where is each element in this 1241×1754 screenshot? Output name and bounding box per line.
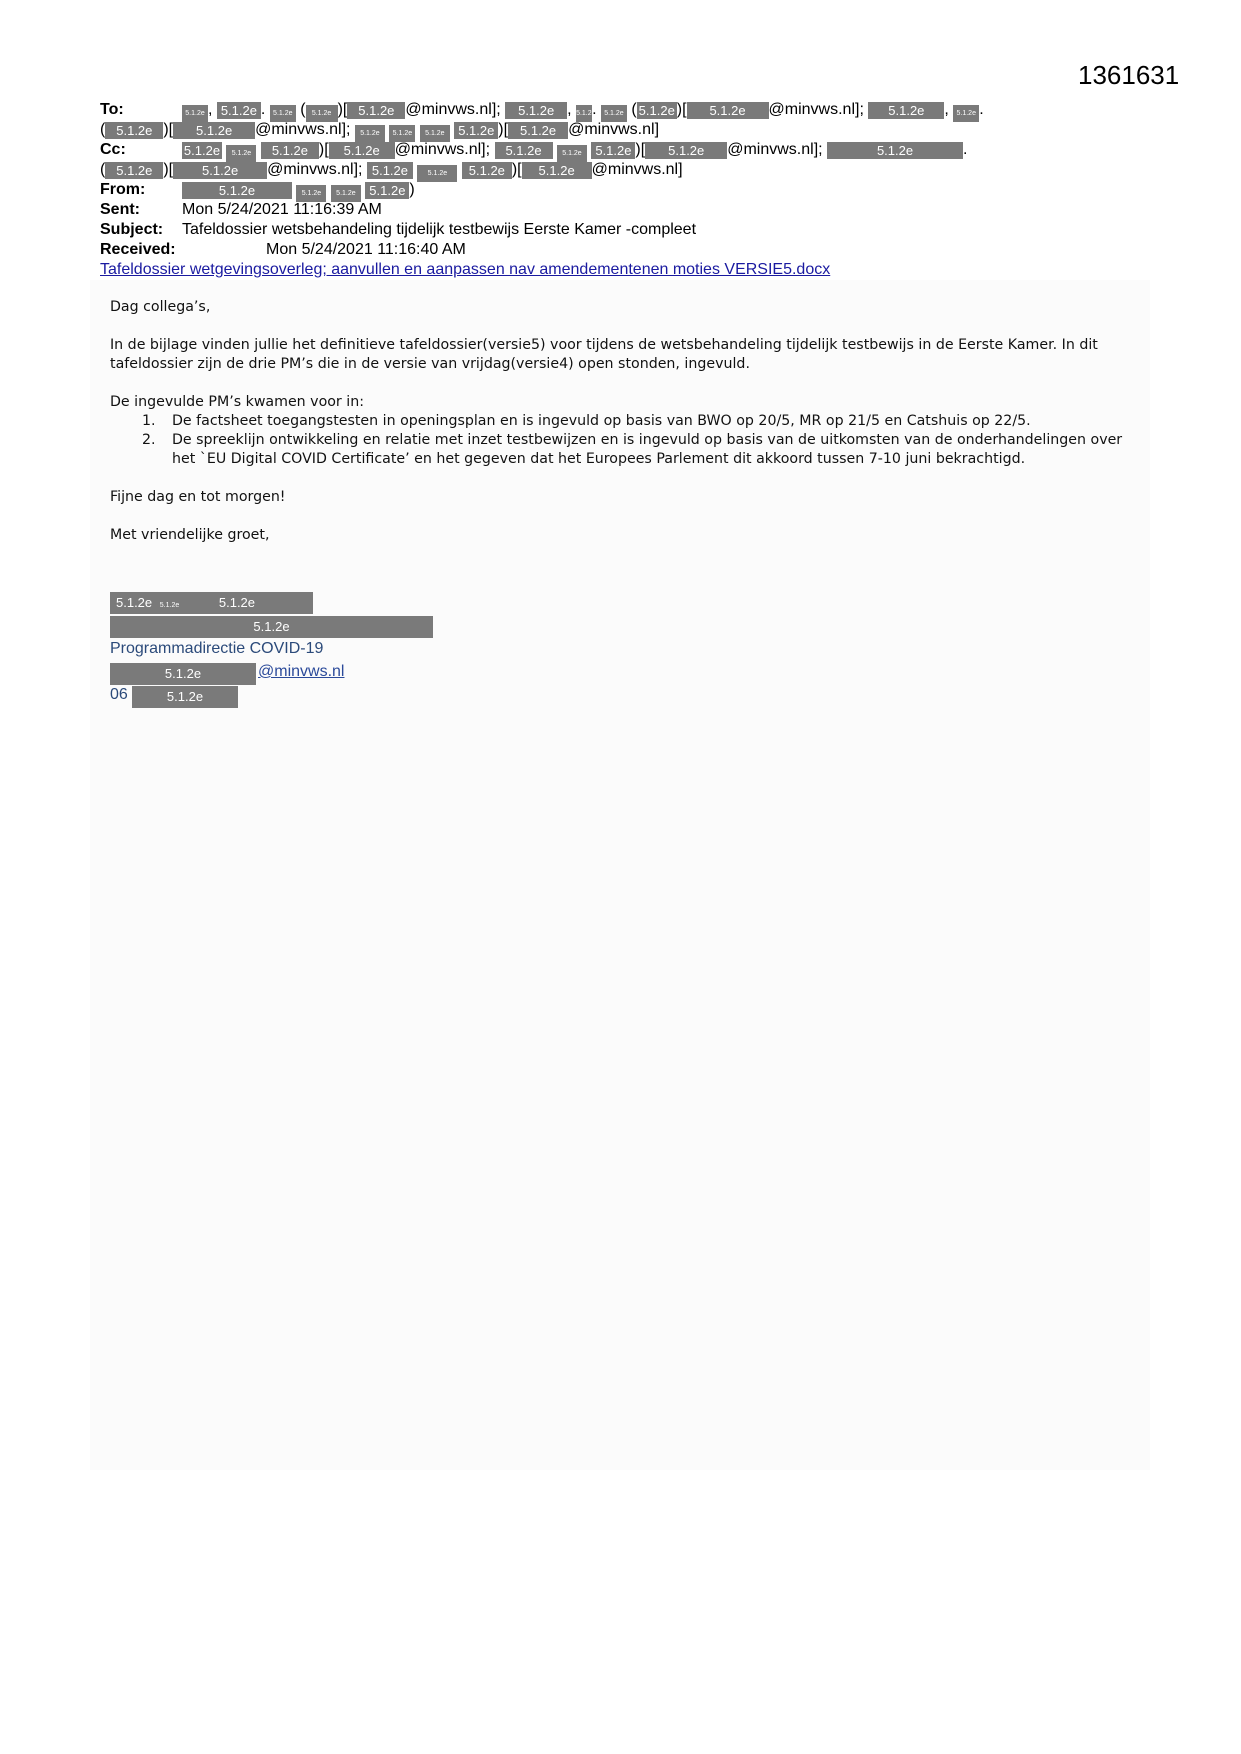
email-domain: @minvws.nl [727, 141, 814, 158]
redaction: 5.1.2e [508, 122, 568, 139]
subject-row [100, 220, 1120, 240]
redaction: 5.1.2e [462, 162, 512, 179]
redaction: 5.1.2e [355, 125, 385, 142]
redaction: 5.1.2e [953, 105, 979, 122]
email-domain: @minvws.nl [591, 161, 679, 178]
redaction: 5.1.2e [173, 122, 255, 139]
signature-title-redaction [110, 616, 433, 638]
subject-value: Tafeldossier wetsbehandeling tijdelijk testbewijs Eerste Kamer -compleet [182, 221, 697, 238]
redaction: 5.1.2e [159, 602, 180, 609]
redaction: 5.1.2e [116, 595, 153, 610]
list-number: 1. [142, 413, 156, 429]
redaction: 5.1.2e [253, 619, 290, 634]
list-item [110, 431, 1130, 469]
redaction: 5.1.2e [495, 142, 553, 159]
to-recipients: 5.1.2e , 5.1.2e . 5.1.2e ( 5.1.2e )[ 5.1.2e @minvws.nl]; 5.1.2e , 5.1.2e. 5.1.2e ( 5.1.2e )[ 5.1.2e @minvws.nl]; 5.1.2e , 5.1.2e . [182, 100, 984, 122]
redaction: 5.1.2e [417, 165, 457, 182]
redaction: 5.1.2e [218, 595, 256, 610]
redaction: 5.1.2e [827, 142, 963, 159]
list-text: De factsheet toegangstesten in openingsplan en is ingevuld op basis van BWO op 20/5, MR op 21/5 en Catshuis op 22/5. [172, 413, 1031, 429]
redaction: 5.1.2e [296, 185, 326, 202]
list-item [110, 412, 1130, 431]
greeting: Dag collega’s, [110, 299, 211, 315]
redaction: 5.1.2e [638, 103, 675, 118]
from-row [100, 180, 1120, 200]
closing-2: Met vriendelijke groet, [110, 527, 270, 543]
list-intro: De ingevulde PM’s kwamen voor in: [110, 394, 364, 410]
redaction: 5.1.2e [645, 142, 727, 159]
redaction: 5.1.2e [365, 182, 409, 199]
to-row-continued: ( 5.1.2e )[ 5.1.2e @minvws.nl]; 5.1.2e 5.1.2e 5.1.2e 5.1.2e )[ 5.1.2e @minvws.nl] [100, 120, 1120, 140]
received-label: Received: [100, 241, 176, 258]
sent-row [100, 200, 1120, 220]
redaction: 5.1.2e [347, 102, 405, 119]
redaction: 5.1.2e [331, 185, 361, 202]
redaction: 5.1.2e [105, 162, 163, 179]
email-domain: @minvws.nl [394, 141, 482, 158]
redaction: 5.1.2e [420, 125, 450, 142]
signature-email-link[interactable]: @minvws.nl [258, 663, 345, 680]
email-domain: @minvws.nl [405, 101, 492, 118]
redaction: 5.1.2e [173, 162, 267, 179]
list-text: De spreeklijn ontwikkeling en relatie met inzet testbewijzen en is ingevuld op basis van de uitkomsten van de onderhandelingen over het `EU Digital COVID Certificate’ en het gegeven dat het Europees Parlement dit akkoord tussen 7-10 juni bekrachtigd. [172, 432, 1123, 467]
redaction: 5.1.2e [367, 162, 413, 179]
redaction: 5.1.2e [217, 102, 261, 119]
cc-label: Cc: [100, 141, 126, 158]
pm-list [110, 412, 1130, 469]
redaction: 5.1.2e [687, 102, 769, 119]
redaction: 5.1.2e [166, 689, 204, 704]
cc-row-continued: ( 5.1.2e )[ 5.1.2e @minvws.nl]; 5.1.2e 5.1.2e 5.1.2e )[ 5.1.2e @minvws.nl] [100, 160, 1120, 180]
redaction: 5.1.2e [601, 105, 627, 122]
phone-prefix: 06 [110, 686, 128, 703]
closing-1: Fijne dag en tot morgen! [110, 489, 286, 505]
redaction: 5.1.2e [868, 102, 944, 119]
redaction: 5.1.2e [182, 105, 208, 122]
to-row [100, 100, 1120, 120]
redaction: 5.1.2e [389, 125, 415, 142]
redaction: 5.1.2e [226, 145, 256, 162]
sent-value: Mon 5/24/2021 11:16:39 AM [182, 201, 382, 218]
redaction: 5.1.2e [522, 162, 592, 179]
redaction: 5.1.2e [557, 145, 587, 162]
redaction: 5.1.2e [591, 142, 635, 159]
email-domain: @minvws.nl [255, 121, 342, 138]
redaction: 5.1.2e [576, 105, 592, 122]
paragraph-1: In de bijlage vinden jullie het definitieve tafeldossier(versie5) voor tijdens de wetsbehandeling tijdelijk testbewijs in de Eerste Kamer. In dit tafeldossier zijn de drie PM’s die in de versie van vrijdag(versie4) open stonden, ingevuld. [110, 337, 1098, 372]
signature-phone-redaction [132, 686, 238, 708]
cc-row [100, 140, 1120, 160]
email-domain: @minvws.nl [768, 101, 855, 118]
signature-email-redaction [110, 663, 256, 685]
signature-name-redaction [110, 592, 313, 614]
email-header [100, 100, 1120, 260]
redaction: 5.1.2e [182, 182, 292, 199]
redaction: 5.1.2e [261, 142, 319, 159]
received-row [100, 240, 1120, 260]
cc-recipients: 5.1.2e 5.1.2e 5.1.2e )[ 5.1.2e @minvws.nl]; 5.1.2e 5.1.2e 5.1.2e )[ 5.1.2e @minvws.nl]; 5.1.2e . [182, 140, 967, 162]
redaction: 5.1.2e [306, 105, 338, 122]
subject-label: Subject: [100, 221, 164, 238]
document-id: 1361631 [1078, 60, 1180, 90]
redaction: 5.1.2e [105, 122, 163, 139]
redaction: 5.1.2e [329, 142, 395, 159]
email-body [110, 298, 1130, 564]
from-label: From: [100, 181, 146, 198]
redaction: 5.1.2e [454, 122, 498, 139]
attachment-link[interactable]: Tafeldossier wetgevingsoverleg; aanvullen en aanpassen nav amendementenen moties VERSIE5.docx [100, 261, 831, 278]
redaction: 5.1.2e [183, 143, 221, 158]
received-value: Mon 5/24/2021 11:16:40 AM [266, 241, 466, 258]
redaction: 5.1.2e [270, 105, 296, 122]
department-name: Programmadirectie COVID-19 [110, 640, 324, 657]
email-domain: @minvws.nl [267, 161, 354, 178]
from-sender: 5.1.2e 5.1.2e 5.1.2e 5.1.2e ) [182, 180, 415, 202]
redaction: 5.1.2e [164, 666, 202, 681]
sent-label: Sent: [100, 201, 140, 218]
to-label: To: [100, 101, 124, 118]
redaction: 5.1.2e [505, 102, 567, 119]
list-number: 2. [142, 432, 156, 448]
email-domain: @minvws.nl [568, 121, 655, 138]
